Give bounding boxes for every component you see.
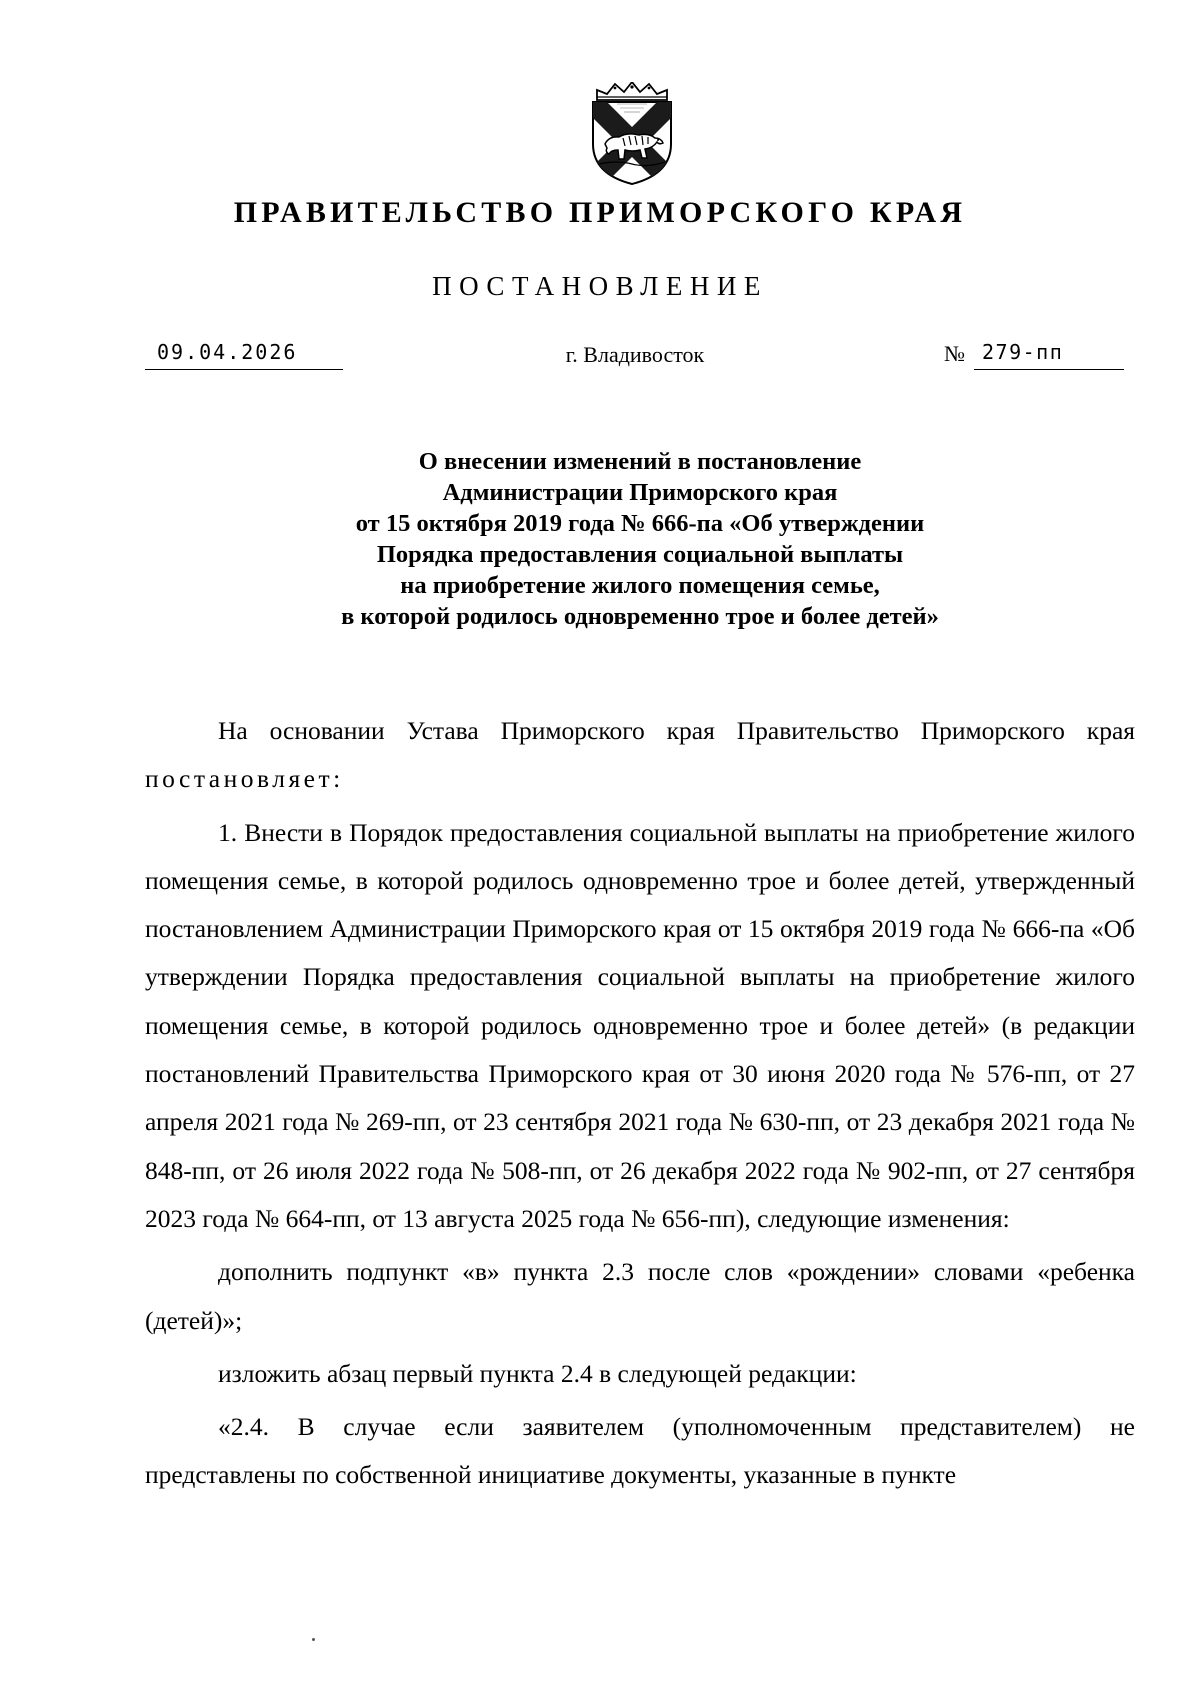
number-underline [974,369,1124,370]
quote-paragraph: «2.4. В случае если заявителем (уполномоченным представителем) не представлены по собственной инициативе документы, указанные в пункте [145,1412,1135,1490]
decree-word: постановляет: [145,764,344,794]
document-date-value: 09.04.2026 [157,340,298,364]
title-line: Порядка предоставления социальной выплаты [376,541,904,568]
document-city: г. Владивосток [565,342,705,367]
title-line: Администрации Приморского края [442,479,838,506]
change-1-paragraph: дополнить подпункт «в» пункта 2.3 после слов «рождении» словами «ребенка (детей)»; [145,1257,1135,1335]
number-sign: № [944,341,965,366]
date-underline [145,369,343,370]
government-title: ПРАВИТЕЛЬСТВО ПРИМОРСКОГО КРАЯ [233,196,967,229]
document-type: ПОСТАНОВЛЕНИЕ [432,271,768,301]
title-line: от 15 октября 2019 года № 666-па «Об утверждении [355,510,925,537]
title-line: в которой родилось одновременно трое и более детей» [341,603,939,630]
preamble-text: На основании Устава Приморского края Правительство Приморского края [218,716,1135,745]
document-body [145,707,1135,1500]
coat-of-arms-icon [587,82,677,186]
scan-speck [312,1638,315,1641]
document-title [200,446,1080,632]
title-line: О внесении изменений в постановление [418,448,862,475]
preamble-paragraph [145,707,1135,804]
item-1-paragraph: 1. Внести в Порядок предоставления социальной выплаты на приобретение жилого помещения семье, в которой родилось одновременно трое и более детей, утвержденный постановлением Администрации Приморского края от 15 октября 2019 года № 666-па «Об утверждении Порядка предоставления социальной выплаты на приобретение жилого помещения семье, в которой родилось одновременно трое и более детей» (в редакции постановлений Правительства Приморского края от 30 июня 2020 года № 576-пп, от 27 апреля 2021 года № 269-пп, от 23 сентября 2021 года № 630-пп, от 23 декабря 2021 года № 848-пп, от 26 июля 2022 года № 508-пп, от 26 декабря 2022 года № 902-пп, от 27 сентября 2023 года № 664-пп, от 13 августа 2025 года № 656-пп), следующие изменения: [145,817,1135,1233]
change-2-paragraph: изложить абзац первый пункта 2.4 в следующей редакции: [218,1358,857,1388]
document-number [944,340,1124,374]
title-line: на приобретение жилого помещения семье, [400,572,880,599]
document-number-value: 279-пп [982,340,1064,364]
